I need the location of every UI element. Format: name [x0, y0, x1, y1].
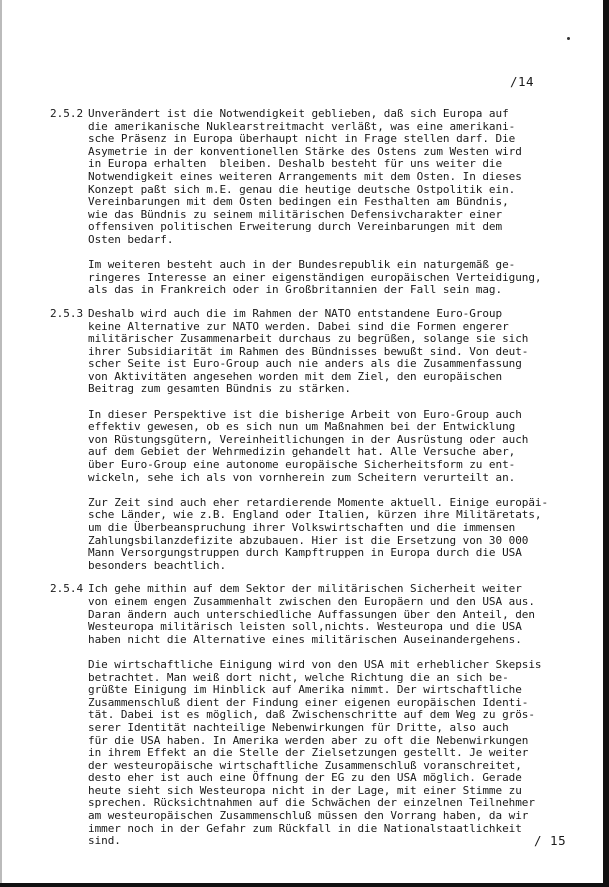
section-body: [88, 108, 580, 297]
section-number: 2.5.3: [50, 306, 84, 320]
section-body: [88, 308, 580, 572]
paragraph: Ich gehe mithin auf dem Sektor der militärischen Sicherheit weiter von einem engen Zusammenhalt zwischen den Europäern und den USA aus. Daran ändern auch unterschiedliche Auffassungen über den Anteil, den Westeuropa militärisch leisten soll,nichts. Westeuropa und die USA haben nicht die Alternative eines militärischen Auseinandergehens.: [88, 582, 535, 646]
section-number: 2.5.2: [50, 107, 84, 120]
scan-edge-bottom: [0, 883, 609, 887]
section-number: 2.5.4: [50, 582, 84, 596]
paragraph: Im weiteren besteht auch in der Bundesrepublik ein naturgemäß ge- ringeres Interesse an einer eigenständigen europäischen Verteidigung, als das in Frankreich oder in Großbritannien der Fall sein mag.: [88, 258, 542, 297]
section-body: [88, 583, 580, 847]
section-2-5-2: [50, 108, 580, 297]
paragraph: Deshalb wird auch die im Rahmen der NATO entstandene Euro-Group keine Alternative zur NATO werden. Dabei sind die Formen engerer militärischer Zusammenarbeit durchaus zu begrüßen, solange sie sich ihrer Subsidiarität im Rahmen des Bündnisses bewußt sind. Von deut- scher Seite ist Euro-Group auch nie anders als die Zusammenfassung von Aktivitäten angesehen worden mit dem Ziel, den europäischen Beitrag zum gesamten Bündnis zu stärken.: [88, 306, 529, 396]
paragraph: Die wirtschaftliche Einigung wird von den USA mit erheblicher Skepsis betrachtet. Man weiß dort nicht, welche Richtung die an sich be- grüßte Einigung im Hinblick auf Amerika nimmt. Der wirtschaftliche Zusammenschluß dient der Findung einer eigenen europäischen Identi- tät. Dabei ist es möglich, daß Zwischenschritte auf dem Weg zu grös- serer Identität nachteilige Nebenwirkungen für Dritte, also auch für die USA haben. In Amerika werden aber zu oft die Nebenwirkungen in ihrem Effekt an die Stelle der Zielsetzungen gestellt. Je weiter der westeuropäische wirtschaftliche Zusammenschluß voranschreitet, desto eher ist auch eine Öffnung der EG zu den USA möglich. Gerade heute sieht sich Westeuropa nicht in der Lage, mit einer Stimme zu sprechen. Rücksichtnahmen auf die Schwächen der einzelnen Teilnehmer am westeuropäischen Zusammenschluß müssen den Vorrang haben, da wir immer noch in der Gefahr zum Rückfall in die Nationalstaatlichkeit sind.: [88, 657, 542, 848]
section-2-5-3: [50, 308, 580, 572]
paragraph: Unverändert ist die Notwendigkeit geblieben, daß sich Europa auf die amerikanische Nuklearstreitmacht verläßt, was eine amerikani- sche Präsenz in Europa überhaupt nicht in Frage stellen darf. Die Asymetrie in der konventionellen Stärke des Ostens zum Westen wird in Europa erhalten bleiben. Deshalb besteht für uns weiter die Notwendigkeit eines weiteren Arrangements mit dem Osten. In dieses Konzept paßt sich m.E. genau die heutige deutsche Ostpolitik ein. Vereinbarungen mit dem Osten bedingen ein Festhalten am Bündnis, wie das Bündnis zu seinem militärischen Defensivcharakter einer offensiven politischen Erweiterung durch Vereinbarungen mit dem Osten bedarf.: [88, 107, 522, 246]
page-number-top: /14: [510, 74, 535, 89]
page-number-bottom: / 15: [534, 833, 567, 848]
scan-edge-left: [0, 0, 2, 887]
scan-speck: [567, 37, 570, 40]
paragraph: Zur Zeit sind auch eher retardierende Momente aktuell. Einige europäi- sche Länder, wie z.B. England oder Italien, kürzen ihre Militäretats, um die Überbeanspruchung ihrer Volkswirtschaften und die immensen Zahlungsbilanzdefizite abzubauen. Hier ist die Ersetzung von 30 000 Mann Versorgungstruppen durch Kampftruppen in Europa durch die USA besonders beachtlich.: [88, 495, 549, 572]
scan-edge-right: [603, 0, 609, 887]
document-body: [50, 108, 580, 848]
paragraph: In dieser Perspektive ist die bisherige Arbeit von Euro-Group auch effektiv gewesen, ob es sich nun um Maßnahmen bei der Entwicklung von Rüstungsgütern, Vereinheitlichungen in der Ausrüstung oder auch auf dem Gebiet der Wehrmedizin gehandelt hat. Alle Versuche aber, über Euro-Group eine autonome europäische Sicherheitsform zu ent- wickeln, sehe ich als von vornherein zum Scheitern verurteilt an.: [88, 407, 529, 484]
section-2-5-4: [50, 583, 580, 847]
